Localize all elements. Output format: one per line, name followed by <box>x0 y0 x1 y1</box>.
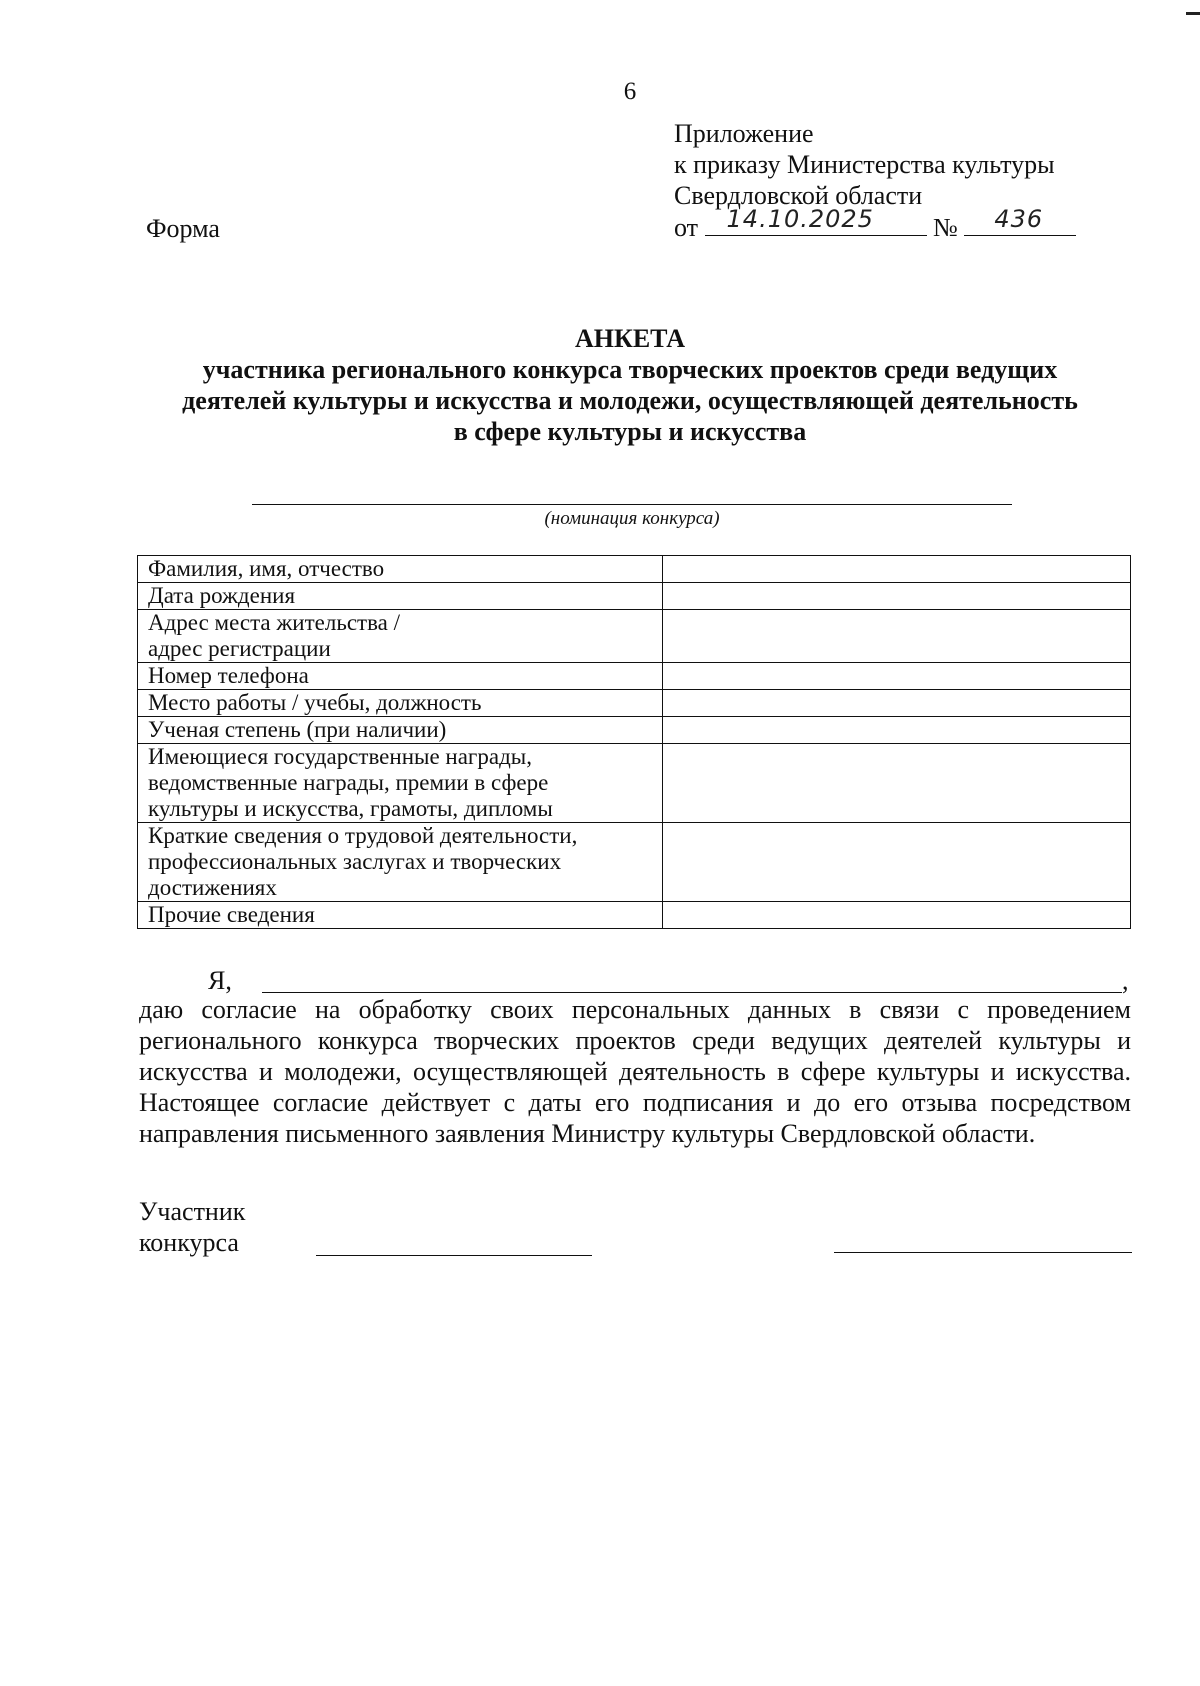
table-row <box>138 823 1131 902</box>
form-row-label-line: профессиональных заслугах и творческих <box>148 849 562 874</box>
applicant-form-table <box>137 555 1131 929</box>
form-row-value-cell[interactable] <box>663 663 1131 690</box>
appendix-date-line <box>674 205 1076 243</box>
order-date-field <box>705 205 927 236</box>
form-row-value-cell[interactable] <box>663 556 1131 583</box>
name-decoding-field-line[interactable] <box>834 1252 1132 1253</box>
table-row <box>138 690 1131 717</box>
nomination-field-line[interactable] <box>252 504 1012 505</box>
order-date-handwritten: 14.10.2025 <box>726 205 874 233</box>
scan-edge-mark <box>1186 12 1200 15</box>
table-row <box>138 610 1131 663</box>
title-heading: АНКЕТА <box>574 324 686 353</box>
table-row <box>138 902 1131 929</box>
consent-suffix: , <box>1122 966 1129 995</box>
form-row-value-cell[interactable] <box>663 610 1131 663</box>
form-row-label <box>138 744 663 823</box>
date-prefix: от <box>674 213 699 242</box>
form-row-label <box>138 690 663 717</box>
form-row-label-line: Краткие сведения о трудовой деятельности, <box>148 823 578 848</box>
form-row-label-line: достижениях <box>148 875 277 900</box>
form-row-value-cell[interactable] <box>663 744 1131 823</box>
nomination-caption: (номинация конкурса) <box>544 508 720 529</box>
form-row-label <box>138 556 663 583</box>
title-line-2: деятелей культуры и искусства и молодежи, осуществляющей деятельность <box>182 386 1078 415</box>
form-row-label-line: Фамилия, имя, отчество <box>148 556 385 581</box>
number-prefix: № <box>933 213 958 242</box>
order-number-field <box>964 205 1076 236</box>
form-row-label-line: культуры и искусства, грамоты, дипломы <box>148 796 553 821</box>
appendix-line-2: к приказу Министерства культуры <box>674 150 1055 179</box>
form-row-label-line: ведомственные награды, премии в сфере <box>148 770 549 795</box>
signer-label <box>139 1196 245 1258</box>
form-row-value-cell[interactable] <box>663 902 1131 929</box>
form-row-label-line: Дата рождения <box>148 583 296 608</box>
form-row-label <box>138 610 663 663</box>
page-number: 6 <box>623 78 637 105</box>
appendix-block <box>674 118 1076 243</box>
form-row-value-cell[interactable] <box>663 717 1131 744</box>
form-row-label-line: Адрес места жительства / <box>148 610 400 635</box>
form-row-label-line: Прочие сведения <box>148 902 315 927</box>
form-row-label <box>138 823 663 902</box>
form-row-label-line: Место работы / учебы, должность <box>148 690 482 715</box>
title-line-1: участника регионального конкурса творческих проектов среди ведущих <box>202 355 1058 384</box>
form-row-label <box>138 717 663 744</box>
form-row-value-cell[interactable] <box>663 690 1131 717</box>
appendix-line-1: Приложение <box>674 119 814 148</box>
table-row <box>138 717 1131 744</box>
form-row-value-cell[interactable] <box>663 583 1131 610</box>
signer-line-2: конкурса <box>139 1228 239 1257</box>
consent-text: даю согласие на обработку своих персональных данных в связи с проведением регионального конкурса творческих проектов среди ведущих деятелей культуры и искусства и молодежи, осуществляющей деятельность в сфере культуры и искусства. Настоящее согласие действует с даты его подписания и до его отзыва посредством направления письменного заявления Министру культуры Свердловской области. <box>139 995 1131 1148</box>
form-row-label-line: Имеющиеся государственные награды, <box>148 744 532 769</box>
table-row <box>138 583 1131 610</box>
form-row-label-line: Номер телефона <box>148 663 309 688</box>
document-title <box>140 323 1120 447</box>
form-row-label <box>138 663 663 690</box>
form-row-value-cell[interactable] <box>663 823 1131 902</box>
table-row <box>138 744 1131 823</box>
consent-name-field-line[interactable] <box>262 992 1122 993</box>
title-line-3: в сфере культуры и искусства <box>453 417 807 446</box>
table-row <box>138 663 1131 690</box>
signer-line-1: Участник <box>139 1197 246 1226</box>
signature-field-line[interactable] <box>316 1255 592 1256</box>
form-row-label <box>138 583 663 610</box>
appendix-line-3: Свердловской области <box>674 181 923 210</box>
form-row-label <box>138 902 663 929</box>
form-row-label-line: Ученая степень (при наличии) <box>148 717 447 742</box>
order-number-handwritten: 436 <box>994 205 1044 233</box>
table-row <box>138 556 1131 583</box>
consent-prefix: Я, <box>208 966 232 995</box>
form-row-label-line: адрес регистрации <box>148 636 331 661</box>
form-label: Форма <box>146 214 220 243</box>
